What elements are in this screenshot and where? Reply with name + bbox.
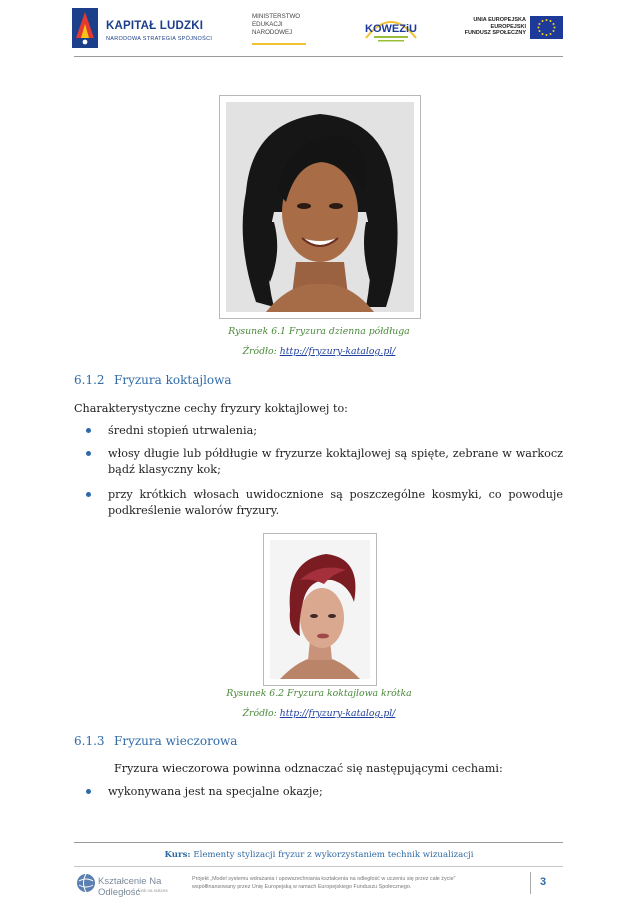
list-item (74, 487, 563, 519)
ministry-line-1: MINISTERSTWO (252, 13, 301, 20)
ministry-logo (252, 12, 332, 46)
kl-subtitle: NARODOWA STRATEGIA SPÓJNOŚCI (106, 36, 213, 42)
eu-flag-icon (530, 16, 563, 39)
section-heading-6-1-2 (74, 373, 232, 387)
list-item-text: średni stopień utrwalenia; (108, 424, 258, 437)
kapital-ludzki-logo (72, 8, 222, 50)
eu-efs-logo (460, 14, 564, 44)
footer-separator (530, 872, 531, 894)
course-title: Elementy stylizacji fryzur z wykorzystaniem technik wizualizacji (190, 850, 474, 860)
footer-divider (74, 842, 563, 843)
eu-line-3: FUNDUSZ SPOŁECZNY (464, 30, 526, 36)
list-item-text: wykonywana jest na specjalne okazje; (108, 785, 323, 798)
list-item (74, 446, 563, 478)
list-item-text: włosy długie lub półdługie w fryzurze koktajlowej są spięte, zebrane w warkocz bądź klasyczny kok; (108, 447, 563, 476)
source-label: Źródło: (242, 708, 280, 719)
project-line-1: Projekt „Model systemu wdrażania i upowszechniania kształcenia na odległość w uczeniu się przez całe życie” (192, 876, 456, 882)
source-label: Źródło: (242, 346, 280, 357)
ministry-line-3: NARODOWEJ (252, 29, 293, 36)
list-item (74, 423, 563, 439)
list-item-text: przy krótkich włosach uwidocznione są poszczególne kosmyki, co powoduje podkreślenie walorów fryzury. (108, 488, 563, 517)
knd-logo (76, 873, 186, 898)
figure-1-caption: Rysunek 6.1 Fryzura dzienna półdługa (228, 326, 410, 337)
kapital-ludzki-mark-icon (72, 8, 100, 48)
figure-2-source (0, 708, 638, 719)
knd-globe-icon (76, 873, 96, 893)
project-line-2: współfinansowany przez Unię Europejską w ramach Europejskiego Funduszu Społecznego. (192, 883, 412, 890)
section-title: Fryzura wieczorowa (114, 734, 238, 748)
section-intro: Fryzura wieczorowa powinna odznaczać się następującymi cechami: (114, 762, 503, 775)
footer-divider-2 (74, 866, 563, 867)
course-label: Kurs: (164, 850, 191, 860)
svg-text:KOWEZiU: KOWEZiU (365, 23, 417, 35)
page-header (0, 0, 638, 58)
eu-line-2: EUROPEJSKI (490, 23, 526, 30)
bullet-icon (86, 428, 91, 433)
kl-title: KAPITAŁ LUDZKI (106, 20, 204, 32)
woman-medium-hair-photo-icon (226, 102, 414, 312)
section-title: Fryzura koktajlowa (114, 373, 232, 387)
woman-short-red-hair-photo-icon (270, 540, 370, 679)
section-heading-6-1-3 (74, 734, 237, 748)
header-divider (74, 56, 563, 57)
list-item (74, 784, 563, 800)
bullet-icon (86, 451, 91, 456)
ministry-underline (252, 43, 306, 45)
source-link[interactable]: http://fryzury-katalog.pl/ (279, 346, 396, 357)
source-link[interactable]: http://fryzury-katalog.pl/ (279, 708, 396, 719)
section-number: 6.1.2 (74, 373, 105, 387)
page-number: 3 (540, 876, 547, 888)
knd-title: Kształcenie Na Odległość (98, 876, 162, 898)
bullet-icon (86, 789, 91, 794)
project-note (192, 876, 522, 891)
eu-line-1: UNIA EUROPEJSKA (473, 17, 526, 23)
figure-2-caption: Rysunek 6.2 Fryzura koktajlowa krótka (226, 688, 412, 699)
knd-tagline: Link na sukces (138, 888, 168, 893)
figure-1-source (0, 346, 638, 357)
figure-1-photo (219, 95, 421, 319)
section-intro: Charakterystyczne cechy fryzury koktajlowej to: (74, 402, 348, 415)
kowez-logo-icon (360, 12, 422, 46)
bullet-icon (86, 492, 91, 497)
footer-course (0, 850, 638, 860)
section-number: 6.1.3 (74, 734, 105, 748)
ministry-line-2: EDUKACJI (252, 21, 283, 28)
figure-2-photo (263, 533, 377, 686)
eu-text (460, 17, 526, 37)
